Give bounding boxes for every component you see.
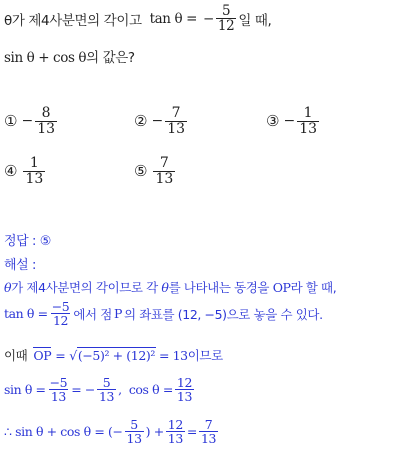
solution-line-4 bbox=[4, 376, 196, 403]
sol-l5-lhs: ∴ sin θ + cos θ = (− bbox=[4, 424, 123, 440]
option-1-num: 8 bbox=[41, 105, 51, 121]
option-2-den: 13 bbox=[167, 120, 186, 137]
option-3[interactable] bbox=[266, 106, 321, 136]
sol-l3-radicand: (−5)² + (12)² bbox=[77, 348, 155, 363]
question-line-2 bbox=[4, 46, 135, 66]
sol-l1-theta-2: θ bbox=[161, 280, 169, 295]
question-frac-den: 12 bbox=[217, 18, 235, 35]
sol-l5-fraction-2 bbox=[166, 418, 185, 445]
question-fraction bbox=[216, 4, 236, 33]
answer-label: 정답 : ⑤ bbox=[4, 234, 52, 249]
sol-l4-fraction-2 bbox=[97, 376, 116, 403]
option-2-sign: − bbox=[151, 113, 164, 130]
solution-line-3 bbox=[4, 346, 223, 364]
sol-l2-num: −5 bbox=[51, 299, 70, 314]
sol-l2-point: P bbox=[113, 306, 122, 322]
option-4[interactable] bbox=[4, 156, 47, 186]
sol-l3-eq: = bbox=[55, 347, 66, 363]
sol-l4-f3-den: 13 bbox=[176, 389, 193, 405]
sol-l5-eq: = bbox=[186, 424, 197, 440]
sol-l5-f2-num: 12 bbox=[167, 417, 183, 432]
sol-l4-cos: , cos θ = bbox=[118, 382, 173, 398]
radical-icon: √ bbox=[69, 347, 77, 363]
sol-l4-f2-den: 13 bbox=[98, 389, 115, 405]
option-4-num: 1 bbox=[29, 155, 39, 171]
option-2-num: 7 bbox=[171, 105, 181, 121]
option-3-fraction bbox=[297, 106, 319, 136]
option-4-fraction bbox=[23, 156, 45, 186]
sol-l5-f3-num: 7 bbox=[204, 417, 213, 432]
option-4-den: 13 bbox=[25, 170, 44, 187]
option-5-fraction bbox=[153, 156, 175, 186]
question-text-suffix: 일 때, bbox=[238, 12, 272, 29]
sol-l5-fraction-3 bbox=[199, 418, 218, 445]
sol-l5-f3-den: 13 bbox=[200, 431, 217, 447]
option-3-sign: − bbox=[283, 113, 296, 130]
option-4-mark: ④ bbox=[4, 162, 18, 181]
question-neg-sign: − bbox=[203, 10, 214, 27]
option-2-mark: ② bbox=[134, 112, 148, 131]
sol-l4-f1-num: −5 bbox=[49, 375, 68, 390]
explanation-label: 해설 : bbox=[4, 258, 37, 273]
sol-l4-fraction-3 bbox=[175, 376, 194, 403]
sol-l2-tail: 의 좌표를 (12, −5)으로 놓을 수 있다. bbox=[123, 306, 323, 322]
sol-l5-f1-num: 5 bbox=[130, 417, 138, 432]
sol-l3-sqrt bbox=[69, 347, 156, 363]
option-1-sign: − bbox=[21, 113, 34, 130]
sol-l2-den: 12 bbox=[52, 313, 69, 329]
sol-l1-text-c: 라 할 때, bbox=[290, 280, 337, 295]
option-2[interactable] bbox=[134, 106, 189, 136]
option-3-den: 13 bbox=[299, 120, 318, 137]
option-3-mark: ③ bbox=[266, 112, 280, 131]
option-5-den: 13 bbox=[155, 170, 174, 187]
option-3-num: 1 bbox=[303, 105, 313, 121]
sol-l1-op: OP bbox=[272, 280, 291, 295]
sol-l4-f1-den: 13 bbox=[50, 389, 66, 405]
sol-l4-eq2: = − bbox=[71, 382, 95, 398]
option-1-mark: ① bbox=[4, 112, 18, 131]
question-line-1 bbox=[4, 4, 271, 33]
sol-l1-text-b: 를 나타내는 동경을 bbox=[168, 280, 270, 295]
question-text-ask: 의 값은? bbox=[86, 50, 135, 66]
sol-l3-prefix: 이때 bbox=[4, 348, 28, 363]
sol-l3-result: = 13이므로 bbox=[158, 348, 223, 363]
sol-l4-f2-num: 5 bbox=[102, 375, 111, 390]
sol-l5-mid: ) + bbox=[145, 424, 164, 440]
option-5-mark: ⑤ bbox=[134, 162, 148, 181]
sol-l5-f1-den: 13 bbox=[126, 431, 142, 447]
question-text-prefix: θ가 제4사분면의 각이고 bbox=[4, 12, 142, 29]
sol-l5-f2-den: 13 bbox=[167, 431, 183, 447]
question-frac-num: 5 bbox=[222, 3, 231, 19]
sol-l4-lhs: sin θ = bbox=[4, 382, 46, 398]
question-math-expr: sin θ + cos θ bbox=[4, 50, 87, 66]
option-1[interactable] bbox=[4, 106, 59, 136]
sol-l2-fraction bbox=[50, 300, 72, 327]
option-5[interactable] bbox=[134, 156, 177, 186]
option-2-fraction bbox=[165, 106, 187, 136]
option-1-fraction bbox=[35, 106, 57, 136]
option-5-num: 7 bbox=[159, 155, 169, 171]
solution-line-2 bbox=[4, 300, 323, 327]
option-1-den: 13 bbox=[37, 120, 56, 137]
solution-line-5 bbox=[4, 418, 220, 445]
sol-l1-text-a: 가 제4사분면의 각이므로 각 bbox=[11, 280, 158, 295]
sol-l5-fraction-1 bbox=[125, 418, 144, 445]
sol-l4-f3-num: 12 bbox=[176, 375, 193, 390]
sol-l1-theta: θ bbox=[4, 280, 12, 295]
question-math-tan: tan θ = bbox=[149, 10, 197, 27]
sol-l4-fraction-1 bbox=[48, 376, 70, 403]
sol-l2-lhs: tan θ = bbox=[4, 306, 48, 322]
sol-l3-op: OP bbox=[33, 348, 52, 363]
sol-l2-mid: 에서 점 bbox=[73, 306, 112, 322]
solution-line-1 bbox=[4, 278, 336, 296]
